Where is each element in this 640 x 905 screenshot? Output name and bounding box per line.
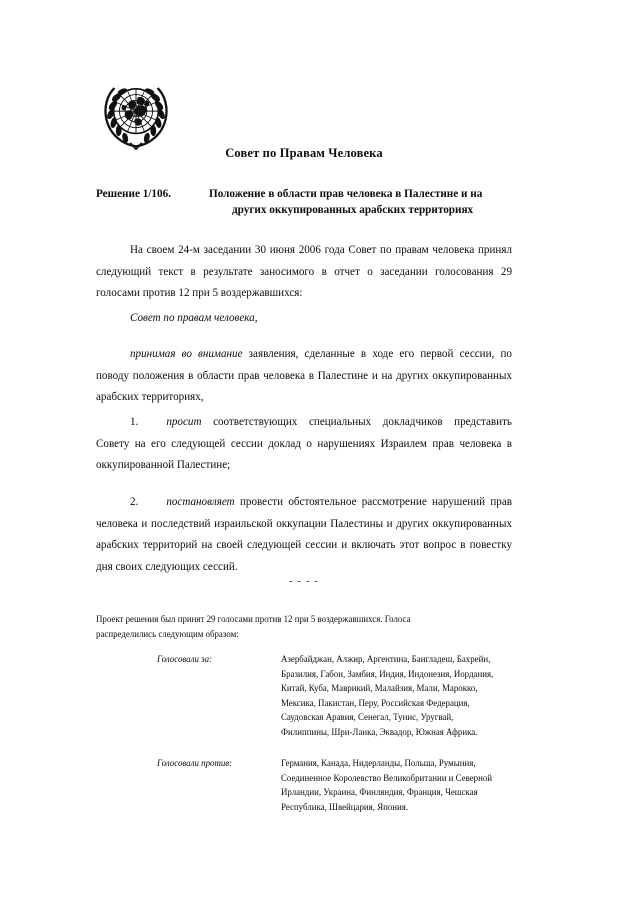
paragraph-item-2	[96, 492, 512, 578]
item-2-body: провести обстоятельное рассмотрение нарушений прав человека и последствий израильской оккупации Палестины и других оккупированных арабских территорий на своей следующей сессии и включать этот вопрос в повестку дня своих следующих сессий.	[96, 496, 512, 573]
taking-into-account-lead: принимая во внимание	[130, 348, 243, 360]
vote-line: Бразилия, Габон, Замбия, Индия, Индонезия, Иордания,	[281, 668, 494, 679]
paragraph-taking-into-account	[96, 344, 512, 409]
page-title: Совет по Правам Человека	[225, 146, 383, 160]
item-2-lead: постановляет	[166, 496, 235, 508]
item-1-body: соответствующих специальных докладчиков представить Совету на его следующей сессии доклад о нарушениях Израилем прав человека в оккупированной Палестине;	[96, 416, 512, 471]
decision-title	[209, 186, 516, 218]
paragraph-intro	[96, 240, 512, 305]
vote-in-favour-label: Голосовали за:	[157, 654, 212, 664]
section-separator: - - - -	[288, 576, 320, 587]
vote-group-in-favour	[157, 652, 527, 740]
vote-line: Китай, Куба, Маврикий, Малайзия, Мали, Марокко,	[281, 683, 478, 694]
decision-title-line-2: других оккупированных арабских территориях	[232, 204, 474, 216]
vote-group-against	[157, 756, 527, 814]
vote-against-label: Голосовали против:	[157, 758, 233, 768]
decision-title-line-1: Положение в области прав человека в Палестине и на	[209, 188, 483, 200]
item-2-number: 2.	[130, 496, 139, 508]
item-1-lead: просит	[166, 416, 202, 428]
vote-line: Республика, Швейцария, Япония.	[281, 801, 409, 812]
paragraph-item-1	[96, 412, 512, 477]
vote-line: Ирландии, Украина, Финляндия, Франция, Чешская	[281, 787, 478, 798]
decision-number-label: Решение 1/106.	[96, 188, 171, 200]
decision-heading-row	[96, 186, 516, 218]
vote-record-intro-line-2: распределились следующим образом:	[96, 628, 239, 639]
item-1-number: 1.	[130, 416, 139, 428]
vote-record-intro	[96, 612, 524, 641]
vote-line: Азербайджан, Алжир, Аргентина, Бангладеш, Бахрейн,	[281, 654, 491, 664]
un-emblem-icon	[100, 78, 172, 150]
vote-line: Соединенное Королевство Великобритании и Северной	[281, 772, 493, 783]
vote-in-favour-list	[281, 652, 527, 740]
vote-line: Германия, Канада, Нидерланды, Польша, Румыния,	[281, 758, 476, 768]
vote-record-intro-line-1: Проект решения был принят 29 голосами против 12 при 5 воздержавшихся. Голоса	[96, 614, 411, 624]
vote-against-list	[281, 756, 527, 814]
vote-line: Филиппины, Шри-Ланка, Эквадор, Южная Африка.	[281, 726, 478, 737]
addressee-text: Совет по правам человека,	[130, 312, 258, 324]
vote-line: Саудовская Аравия, Сенегал, Тунис, Уругвай,	[281, 712, 454, 723]
taking-into-account-body: заявления, сделанные в ходе его первой сессии, по поводу положения в области прав человека в Палестине и на других оккупированных арабских территориях,	[96, 348, 512, 403]
paragraph-intro-text: На своем 24-м заседании 30 июня 2006 года Совет по правам человека принял следующий текст в результате заносимого в отчет о заседании голосования 29 голосами против 12 при 5 воздержавшихся:	[96, 244, 512, 299]
paragraph-addressee	[96, 308, 512, 330]
vote-line: Мексика, Пакистан, Перу, Российская Федерация,	[281, 697, 470, 708]
